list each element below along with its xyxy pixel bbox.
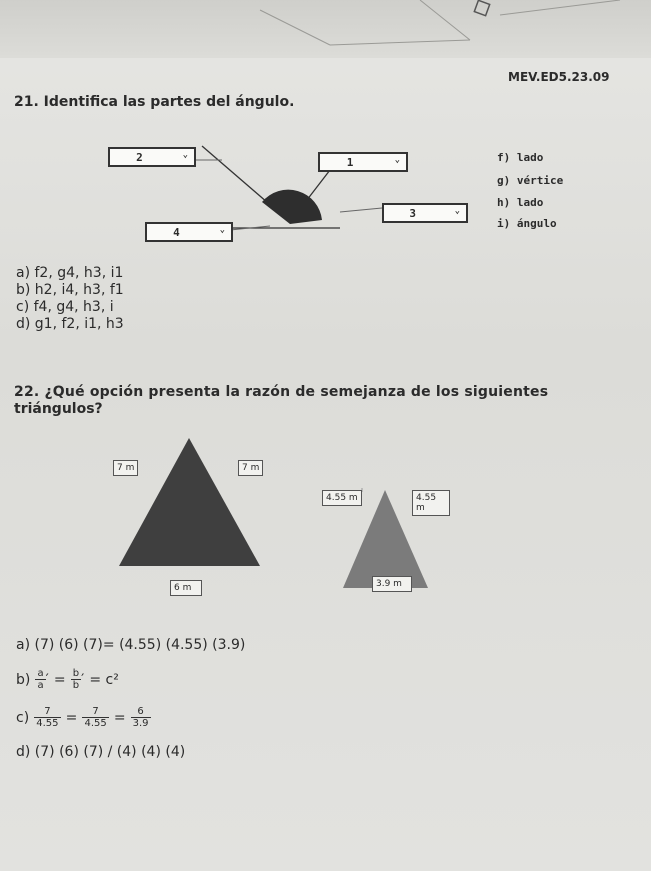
- angle-diagram: [0, 130, 651, 250]
- fraction-6-over-3.9: $\frac{6}{3.9}$: [132, 706, 149, 729]
- question-21-title: 21. Identifica las partes del ángulo.: [14, 94, 295, 110]
- dropdown-2[interactable]: 2 ⌄: [108, 147, 196, 167]
- worksheet-code: MEV.ED5.23.09: [508, 70, 610, 84]
- fraction-7-over-4.55: $\frac{7}{4.55}$: [36, 706, 59, 729]
- question-22-title-line2: triángulos?: [14, 401, 103, 417]
- chevron-down-icon: ⌄: [182, 150, 188, 160]
- part-f: f) lado: [497, 151, 544, 164]
- top-decoration: [0, 0, 651, 58]
- q22-option-a[interactable]: a) (7) (6) (7)= (4.55) (4.55) (3.9): [16, 637, 246, 653]
- top-margin-area: [0, 0, 651, 58]
- part-i: i) ángulo: [497, 217, 557, 230]
- small-left-side-label: 4.55 m: [322, 490, 362, 506]
- big-right-side-label: 7 m: [238, 460, 263, 476]
- dropdown-3[interactable]: 3 ⌄: [382, 203, 468, 223]
- leader-3: [340, 208, 382, 212]
- q21-option-c[interactable]: c) f4, g4, h3, i: [16, 299, 114, 315]
- dropdown-1[interactable]: 1 ⌄: [318, 152, 408, 172]
- chevron-down-icon: ⌄: [219, 225, 225, 235]
- fraction-b: $\frac{b}{b}$: [72, 668, 80, 691]
- cube-icon: [474, 0, 489, 15]
- part-g: g) vértice: [497, 174, 564, 187]
- triangles-figure: [0, 430, 651, 590]
- q22-option-d[interactable]: d) (7) (6) (7) / (4) (4) (4): [16, 744, 186, 760]
- big-left-side-label: 7 m: [113, 460, 138, 476]
- small-right-side-label: 4.55 m: [412, 490, 450, 516]
- small-base-label: 3.9 m: [372, 576, 412, 592]
- big-base-label: 6 m: [170, 580, 202, 596]
- part-h: h) lado: [497, 196, 544, 209]
- fraction-7-over-4.55-second: $\frac{7}{4.55}$: [84, 706, 107, 729]
- big-triangle: [119, 438, 260, 566]
- q22-option-c[interactable]: c) $\frac{7}{4.55}$ = $\frac{7}{4.55}$ = $\frac{6}{3.9}$: [16, 706, 149, 729]
- question-22-title-line1: 22. ¿Qué opción presenta la razón de semejanza de los siguientes: [14, 384, 549, 400]
- q22-option-b[interactable]: b) $\frac{a}{a}$ ′ = $\frac{b}{b}$ ′ = c²: [16, 668, 119, 691]
- dropdown-4[interactable]: 4 ⌄: [145, 222, 233, 242]
- chevron-down-icon: ⌄: [454, 206, 460, 216]
- fraction-a: $\frac{a}{a}$: [37, 668, 44, 691]
- q21-option-a[interactable]: a) f2, g4, h3, i1: [16, 265, 124, 281]
- chevron-down-icon: ⌄: [394, 155, 400, 165]
- angle-wedge: [262, 190, 322, 224]
- q21-option-d[interactable]: d) g1, f2, i1, h3: [16, 316, 124, 332]
- q21-option-b[interactable]: b) h2, i4, h3, f1: [16, 282, 124, 298]
